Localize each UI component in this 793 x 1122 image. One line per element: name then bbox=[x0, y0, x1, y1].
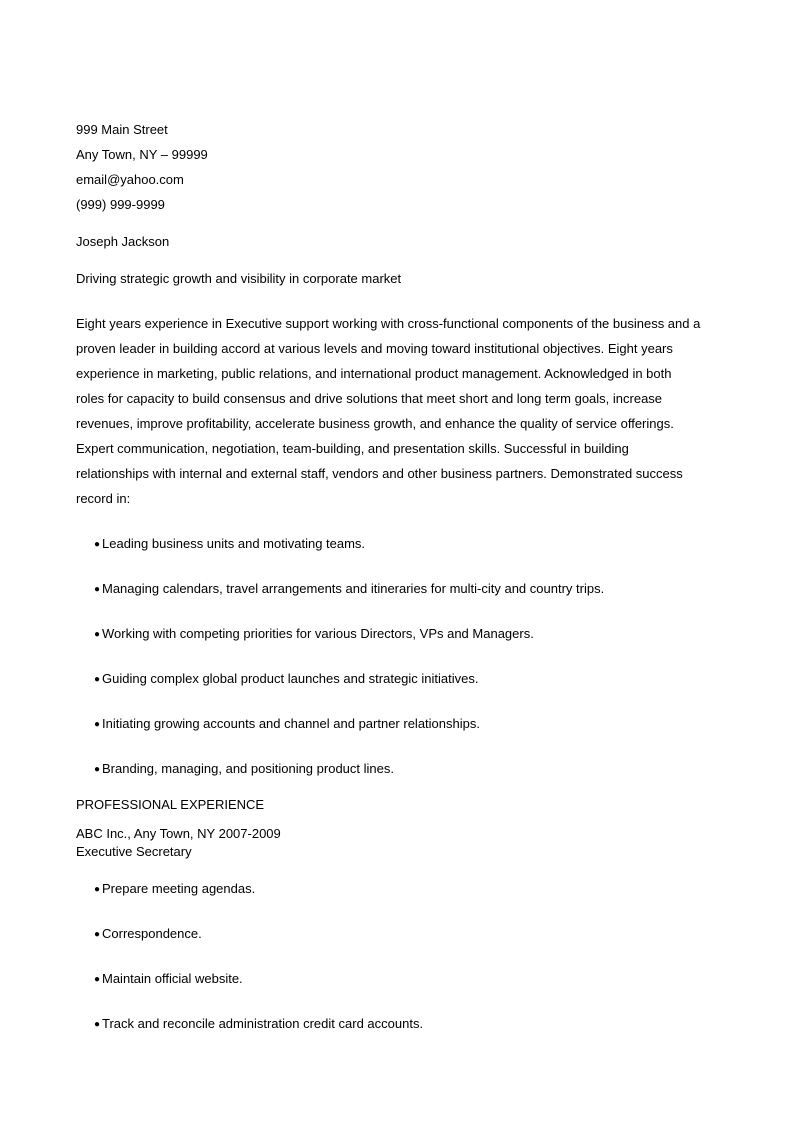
bullet-icon: ● bbox=[94, 674, 101, 685]
job-company-line: ABC Inc., Any Town, NY 2007-2009 bbox=[76, 826, 281, 841]
summary-line: experience in marketing, public relations, and international product management. Acknowledged in both bbox=[76, 366, 672, 381]
skill-list-item bbox=[94, 716, 480, 733]
duty-list-item bbox=[94, 926, 202, 943]
summary-line: Expert communication, negotiation, team-building, and presentation skills. Successful in building bbox=[76, 441, 629, 456]
skill-list-item bbox=[94, 671, 479, 688]
bullet-icon: ● bbox=[94, 629, 101, 640]
bullet-icon: ● bbox=[94, 539, 101, 550]
summary-line: relationships with internal and external staff, vendors and other business partners. Demonstrated success bbox=[76, 466, 683, 481]
skill-list-item bbox=[94, 581, 604, 598]
bullet-icon: ● bbox=[94, 764, 101, 775]
summary-line: roles for capacity to build consensus and drive solutions that meet short and long term goals, increase bbox=[76, 391, 663, 406]
contact-email: email@yahoo.com bbox=[76, 172, 184, 187]
summary-line: proven leader in building accord at various levels and moving toward institutional objectives. Eight years bbox=[76, 341, 673, 356]
contact-phone: (999) 999-9999 bbox=[76, 197, 165, 212]
skill-text: Working with competing priorities for various Directors, VPs and Managers. bbox=[102, 626, 534, 641]
skill-list-item bbox=[94, 626, 534, 643]
person-name: Joseph Jackson bbox=[76, 234, 170, 249]
skill-text: Branding, managing, and positioning product lines. bbox=[102, 761, 394, 776]
tagline: Driving strategic growth and visibility in corporate market bbox=[76, 271, 402, 286]
job-title: Executive Secretary bbox=[76, 844, 192, 859]
summary-line: record in: bbox=[76, 491, 131, 506]
duty-text: Track and reconcile administration credit card accounts. bbox=[102, 1016, 424, 1031]
duty-text: Correspondence. bbox=[102, 926, 202, 941]
section-heading-experience: PROFESSIONAL EXPERIENCE bbox=[76, 797, 265, 812]
skill-text: Leading business units and motivating teams. bbox=[102, 536, 366, 551]
bullet-icon: ● bbox=[94, 929, 101, 940]
duty-list-item bbox=[94, 971, 243, 988]
bullet-icon: ● bbox=[94, 974, 101, 985]
duty-text: Prepare meeting agendas. bbox=[102, 881, 256, 896]
skill-list-item bbox=[94, 536, 365, 553]
bullet-icon: ● bbox=[94, 584, 101, 595]
bullet-icon: ● bbox=[94, 884, 101, 895]
skill-text: Guiding complex global product launches and strategic initiatives. bbox=[102, 671, 479, 686]
bullet-icon: ● bbox=[94, 719, 101, 730]
summary-line: revenues, improve profitability, accelerate business growth, and enhance the quality of service offerings. bbox=[76, 416, 674, 431]
duty-text: Maintain official website. bbox=[102, 971, 243, 986]
contact-street: 999 Main Street bbox=[76, 122, 168, 137]
duty-list-item bbox=[94, 881, 255, 898]
bullet-icon: ● bbox=[94, 1019, 101, 1030]
skill-text: Managing calendars, travel arrangements and itineraries for multi-city and country trips. bbox=[102, 581, 605, 596]
summary-line: Eight years experience in Executive support working with cross-functional components of the business and a bbox=[76, 316, 701, 331]
duty-list-item bbox=[94, 1016, 423, 1033]
contact-city: Any Town, NY – 99999 bbox=[76, 147, 208, 162]
skill-text: Initiating growing accounts and channel and partner relationships. bbox=[102, 716, 480, 731]
skill-list-item bbox=[94, 761, 394, 778]
